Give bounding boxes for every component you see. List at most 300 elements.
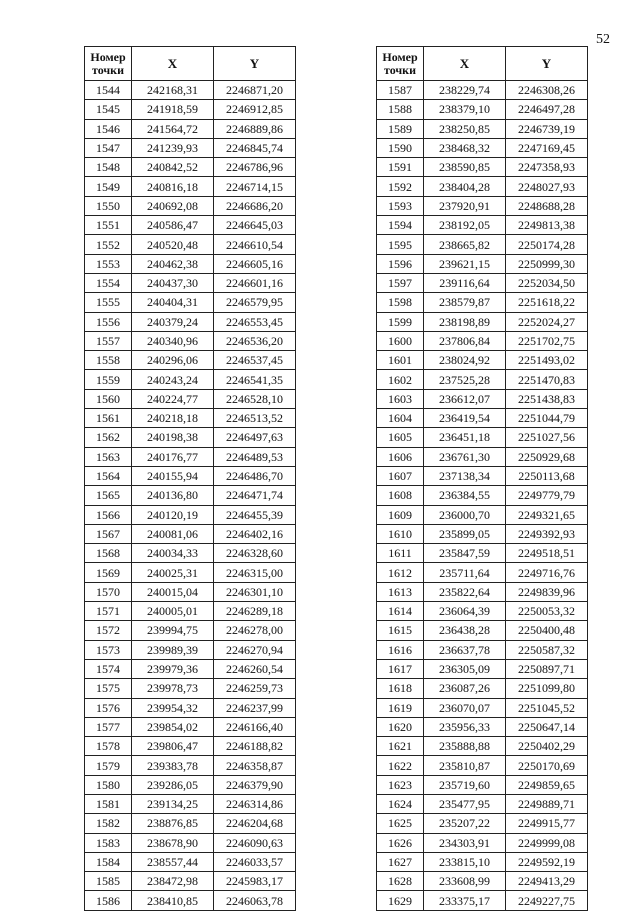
cell-point-number: 1557 [85, 331, 132, 350]
cell-point-number: 1572 [85, 621, 132, 640]
cell-x: 235810,87 [424, 756, 506, 775]
cell-y: 2246739,19 [506, 119, 588, 138]
cell-x: 238198,89 [424, 312, 506, 331]
table-row [85, 409, 296, 428]
table-row [85, 640, 296, 659]
cell-x: 241918,59 [132, 100, 214, 119]
cell-point-number: 1627 [377, 852, 424, 871]
cell-point-number: 1614 [377, 602, 424, 621]
table-row [85, 100, 296, 119]
cell-y: 2246497,28 [506, 100, 588, 119]
cell-point-number: 1564 [85, 466, 132, 485]
cell-x: 240025,31 [132, 563, 214, 582]
table-row [377, 293, 588, 312]
cell-x: 238579,87 [424, 293, 506, 312]
table-row [85, 872, 296, 891]
cell-y: 2251470,83 [506, 370, 588, 389]
cell-y: 2246912,85 [214, 100, 296, 119]
cell-y: 2250647,14 [506, 717, 588, 736]
cell-point-number: 1601 [377, 351, 424, 370]
cell-x: 238876,85 [132, 814, 214, 833]
cell-x: 240437,30 [132, 273, 214, 292]
cell-y: 2249518,51 [506, 544, 588, 563]
cell-y: 2246455,39 [214, 505, 296, 524]
cell-y: 2246889,86 [214, 119, 296, 138]
cell-x: 242168,31 [132, 81, 214, 100]
table-body-left [85, 81, 296, 911]
cell-y: 2250400,48 [506, 621, 588, 640]
table-row [377, 428, 588, 447]
cell-y: 2246714,15 [214, 177, 296, 196]
table-row [85, 814, 296, 833]
table-row [377, 775, 588, 794]
cell-point-number: 1602 [377, 370, 424, 389]
header-point-number [85, 47, 132, 81]
table-row [85, 524, 296, 543]
table-row [377, 698, 588, 717]
cell-point-number: 1606 [377, 447, 424, 466]
cell-x: 238404,28 [424, 177, 506, 196]
table-row [85, 717, 296, 736]
cell-x: 240243,24 [132, 370, 214, 389]
table-row [377, 582, 588, 601]
cell-x: 237920,91 [424, 196, 506, 215]
cell-point-number: 1548 [85, 158, 132, 177]
cell-y: 2249915,77 [506, 814, 588, 833]
table-row [377, 659, 588, 678]
cell-point-number: 1578 [85, 737, 132, 756]
cell-x: 240081,06 [132, 524, 214, 543]
table-row [377, 216, 588, 235]
table-row [377, 872, 588, 891]
cell-point-number: 1581 [85, 794, 132, 813]
table-row [85, 254, 296, 273]
cell-y: 2249227,75 [506, 891, 588, 910]
cell-y: 2247169,45 [506, 138, 588, 157]
cell-x: 236612,07 [424, 389, 506, 408]
cell-point-number: 1579 [85, 756, 132, 775]
cell-x: 235822,64 [424, 582, 506, 601]
table-row [85, 582, 296, 601]
cell-point-number: 1623 [377, 775, 424, 794]
table-row [377, 351, 588, 370]
cell-y: 2250897,71 [506, 659, 588, 678]
cell-x: 238665,82 [424, 235, 506, 254]
cell-x: 237138,34 [424, 466, 506, 485]
cell-point-number: 1609 [377, 505, 424, 524]
cell-point-number: 1629 [377, 891, 424, 910]
coordinates-table-left [84, 46, 296, 911]
cell-x: 240034,33 [132, 544, 214, 563]
cell-y: 2246289,18 [214, 602, 296, 621]
cell-y: 2249999,08 [506, 833, 588, 852]
cell-y: 2246605,16 [214, 254, 296, 273]
cell-point-number: 1552 [85, 235, 132, 254]
table-row [377, 544, 588, 563]
table-header-row [377, 47, 588, 81]
cell-y: 2246402,16 [214, 524, 296, 543]
cell-x: 240692,08 [132, 196, 214, 215]
table-row [377, 602, 588, 621]
cell-x: 241239,93 [132, 138, 214, 157]
cell-y: 2246786,96 [214, 158, 296, 177]
cell-y: 2246497,63 [214, 428, 296, 447]
cell-x: 238472,98 [132, 872, 214, 891]
table-row [85, 293, 296, 312]
cell-y: 2250174,28 [506, 235, 588, 254]
cell-x: 239854,02 [132, 717, 214, 736]
table-row [85, 621, 296, 640]
table-row [85, 235, 296, 254]
cell-point-number: 1584 [85, 852, 132, 871]
table-row [85, 698, 296, 717]
cell-point-number: 1576 [85, 698, 132, 717]
header-y: Y [214, 47, 296, 81]
cell-x: 235477,95 [424, 794, 506, 813]
cell-x: 236451,18 [424, 428, 506, 447]
cell-point-number: 1611 [377, 544, 424, 563]
cell-x: 239116,64 [424, 273, 506, 292]
cell-x: 239806,47 [132, 737, 214, 756]
cell-point-number: 1592 [377, 177, 424, 196]
table-row [377, 273, 588, 292]
cell-y: 2246358,87 [214, 756, 296, 775]
cell-x: 235956,33 [424, 717, 506, 736]
table-row [85, 505, 296, 524]
cell-x: 236761,30 [424, 447, 506, 466]
table-row [85, 563, 296, 582]
cell-y: 2246033,57 [214, 852, 296, 871]
table-row [377, 505, 588, 524]
cell-x: 236000,70 [424, 505, 506, 524]
table-row [85, 775, 296, 794]
cell-x: 240520,48 [132, 235, 214, 254]
cell-y: 2250402,29 [506, 737, 588, 756]
cell-x: 235847,59 [424, 544, 506, 563]
cell-y: 2246308,26 [506, 81, 588, 100]
cell-point-number: 1566 [85, 505, 132, 524]
cell-point-number: 1551 [85, 216, 132, 235]
cell-point-number: 1622 [377, 756, 424, 775]
cell-point-number: 1549 [85, 177, 132, 196]
cell-x: 240155,94 [132, 466, 214, 485]
cell-y: 2246489,53 [214, 447, 296, 466]
cell-x: 240296,06 [132, 351, 214, 370]
cell-y: 2246536,20 [214, 331, 296, 350]
table-row [377, 466, 588, 485]
cell-point-number: 1565 [85, 486, 132, 505]
cell-y: 2250587,32 [506, 640, 588, 659]
cell-point-number: 1599 [377, 312, 424, 331]
cell-point-number: 1556 [85, 312, 132, 331]
header-x: X [132, 47, 214, 81]
table-row [377, 640, 588, 659]
page-number: 52 [596, 32, 610, 47]
cell-y: 2251493,02 [506, 351, 588, 370]
cell-x: 238410,85 [132, 891, 214, 910]
table-row [85, 273, 296, 292]
cell-x: 238379,10 [424, 100, 506, 119]
table-row [377, 370, 588, 389]
cell-point-number: 1588 [377, 100, 424, 119]
cell-x: 236419,54 [424, 409, 506, 428]
cell-point-number: 1582 [85, 814, 132, 833]
cell-y: 2249779,79 [506, 486, 588, 505]
cell-point-number: 1589 [377, 119, 424, 138]
cell-x: 240340,96 [132, 331, 214, 350]
table-row [377, 891, 588, 910]
cell-y: 2246513,52 [214, 409, 296, 428]
cell-point-number: 1619 [377, 698, 424, 717]
cell-y: 2251438,83 [506, 389, 588, 408]
cell-y: 2246645,03 [214, 216, 296, 235]
table-row [377, 312, 588, 331]
table-body-right [377, 81, 588, 911]
cell-point-number: 1617 [377, 659, 424, 678]
header-x: X [424, 47, 506, 81]
table-row [85, 852, 296, 871]
cell-x: 236384,55 [424, 486, 506, 505]
cell-y: 2249889,71 [506, 794, 588, 813]
cell-point-number: 1562 [85, 428, 132, 447]
cell-x: 240005,01 [132, 602, 214, 621]
table-row [377, 389, 588, 408]
cell-point-number: 1568 [85, 544, 132, 563]
cell-point-number: 1615 [377, 621, 424, 640]
cell-y: 2246379,90 [214, 775, 296, 794]
cell-point-number: 1597 [377, 273, 424, 292]
cell-point-number: 1618 [377, 679, 424, 698]
coordinates-table-right [376, 46, 588, 911]
cell-x: 240379,24 [132, 312, 214, 331]
table-row [85, 389, 296, 408]
table-row [85, 602, 296, 621]
cell-y: 2246537,45 [214, 351, 296, 370]
cell-y: 2250929,68 [506, 447, 588, 466]
table-row [377, 737, 588, 756]
cell-y: 2250170,69 [506, 756, 588, 775]
cell-point-number: 1547 [85, 138, 132, 157]
cell-y: 2246471,74 [214, 486, 296, 505]
table-row [377, 814, 588, 833]
cell-point-number: 1571 [85, 602, 132, 621]
cell-point-number: 1563 [85, 447, 132, 466]
cell-x: 236637,78 [424, 640, 506, 659]
header-point-number [377, 47, 424, 81]
cell-point-number: 1591 [377, 158, 424, 177]
header-point-number-text: Номер точки [382, 49, 418, 77]
table-row [85, 659, 296, 678]
table-row [85, 756, 296, 775]
cell-x: 235711,64 [424, 563, 506, 582]
cell-point-number: 1608 [377, 486, 424, 505]
cell-x: 234303,91 [424, 833, 506, 852]
cell-y: 2246845,74 [214, 138, 296, 157]
table-row [85, 81, 296, 100]
table-row [85, 466, 296, 485]
cell-x: 240218,18 [132, 409, 214, 428]
table-row [85, 486, 296, 505]
cell-point-number: 1612 [377, 563, 424, 582]
cell-y: 2247358,93 [506, 158, 588, 177]
cell-point-number: 1545 [85, 100, 132, 119]
cell-y: 2246579,95 [214, 293, 296, 312]
cell-x: 239979,36 [132, 659, 214, 678]
cell-x: 239954,32 [132, 698, 214, 717]
cell-point-number: 1559 [85, 370, 132, 389]
cell-point-number: 1626 [377, 833, 424, 852]
table-row [377, 119, 588, 138]
cell-y: 2249392,93 [506, 524, 588, 543]
cell-y: 2246528,10 [214, 389, 296, 408]
table-row [377, 486, 588, 505]
cell-x: 235888,88 [424, 737, 506, 756]
cell-y: 2246260,54 [214, 659, 296, 678]
table-row [85, 370, 296, 389]
table-row [377, 235, 588, 254]
cell-y: 2251099,80 [506, 679, 588, 698]
cell-y: 2249592,19 [506, 852, 588, 871]
table-row [377, 138, 588, 157]
cell-x: 238557,44 [132, 852, 214, 871]
cell-y: 2249321,65 [506, 505, 588, 524]
table-row [85, 158, 296, 177]
cell-x: 240404,31 [132, 293, 214, 312]
cell-point-number: 1574 [85, 659, 132, 678]
cell-point-number: 1603 [377, 389, 424, 408]
cell-y: 2250999,30 [506, 254, 588, 273]
table-row [85, 833, 296, 852]
cell-point-number: 1596 [377, 254, 424, 273]
cell-y: 2246188,82 [214, 737, 296, 756]
table-row [85, 138, 296, 157]
cell-y: 2249859,65 [506, 775, 588, 794]
cell-point-number: 1567 [85, 524, 132, 543]
table-row [85, 737, 296, 756]
cell-y: 2246278,00 [214, 621, 296, 640]
table-row [377, 679, 588, 698]
cell-x: 240842,52 [132, 158, 214, 177]
cell-y: 2246601,16 [214, 273, 296, 292]
cell-point-number: 1583 [85, 833, 132, 852]
cell-point-number: 1550 [85, 196, 132, 215]
table-row [377, 852, 588, 871]
cell-x: 235207,22 [424, 814, 506, 833]
table-row [377, 833, 588, 852]
table-row [377, 177, 588, 196]
table-row [377, 717, 588, 736]
cell-y: 2251027,56 [506, 428, 588, 447]
cell-x: 238192,05 [424, 216, 506, 235]
table-row [377, 524, 588, 543]
table-row [85, 794, 296, 813]
cell-x: 238590,85 [424, 158, 506, 177]
cell-x: 239978,73 [132, 679, 214, 698]
cell-y: 2248027,93 [506, 177, 588, 196]
cell-y: 2246301,10 [214, 582, 296, 601]
cell-y: 2246610,54 [214, 235, 296, 254]
cell-point-number: 1610 [377, 524, 424, 543]
table-row [377, 563, 588, 582]
table-row [85, 351, 296, 370]
cell-point-number: 1616 [377, 640, 424, 659]
cell-x: 239621,15 [424, 254, 506, 273]
cell-x: 240462,38 [132, 254, 214, 273]
cell-x: 239134,25 [132, 794, 214, 813]
cell-y: 2251618,22 [506, 293, 588, 312]
cell-point-number: 1575 [85, 679, 132, 698]
cell-point-number: 1573 [85, 640, 132, 659]
cell-y: 2250053,32 [506, 602, 588, 621]
cell-x: 240015,04 [132, 582, 214, 601]
cell-point-number: 1555 [85, 293, 132, 312]
cell-y: 2246270,94 [214, 640, 296, 659]
cell-y: 2249813,38 [506, 216, 588, 235]
cell-point-number: 1554 [85, 273, 132, 292]
cell-x: 237525,28 [424, 370, 506, 389]
cell-y: 2249716,76 [506, 563, 588, 582]
cell-x: 240586,47 [132, 216, 214, 235]
header-y: Y [506, 47, 588, 81]
cell-point-number: 1585 [85, 872, 132, 891]
cell-point-number: 1593 [377, 196, 424, 215]
table-row [377, 621, 588, 640]
cell-x: 235899,05 [424, 524, 506, 543]
cell-y: 2246486,70 [214, 466, 296, 485]
table-row [85, 428, 296, 447]
table-row [377, 794, 588, 813]
cell-point-number: 1561 [85, 409, 132, 428]
cell-point-number: 1546 [85, 119, 132, 138]
cell-y: 2246328,60 [214, 544, 296, 563]
cell-point-number: 1569 [85, 563, 132, 582]
table-row [377, 196, 588, 215]
cell-x: 240120,19 [132, 505, 214, 524]
cell-point-number: 1577 [85, 717, 132, 736]
cell-y: 2252024,27 [506, 312, 588, 331]
cell-point-number: 1560 [85, 389, 132, 408]
table-row [377, 81, 588, 100]
cell-x: 238468,32 [424, 138, 506, 157]
cell-x: 241564,72 [132, 119, 214, 138]
table-row [85, 119, 296, 138]
table-row [377, 756, 588, 775]
cell-point-number: 1594 [377, 216, 424, 235]
cell-point-number: 1604 [377, 409, 424, 428]
cell-y: 2249839,96 [506, 582, 588, 601]
cell-y: 2246315,00 [214, 563, 296, 582]
table-row [377, 254, 588, 273]
table-header-row [85, 47, 296, 81]
cell-x: 236087,26 [424, 679, 506, 698]
cell-y: 2246237,99 [214, 698, 296, 717]
cell-y: 2246204,68 [214, 814, 296, 833]
cell-x: 239989,39 [132, 640, 214, 659]
table-row [85, 679, 296, 698]
cell-x: 238024,92 [424, 351, 506, 370]
cell-y: 2246314,86 [214, 794, 296, 813]
cell-point-number: 1580 [85, 775, 132, 794]
cell-x: 240176,77 [132, 447, 214, 466]
cell-point-number: 1587 [377, 81, 424, 100]
cell-point-number: 1625 [377, 814, 424, 833]
table-row [85, 216, 296, 235]
cell-point-number: 1613 [377, 582, 424, 601]
cell-y: 2246541,35 [214, 370, 296, 389]
cell-y: 2249413,29 [506, 872, 588, 891]
cell-point-number: 1621 [377, 737, 424, 756]
header-point-number-text: Номер точки [90, 49, 126, 77]
